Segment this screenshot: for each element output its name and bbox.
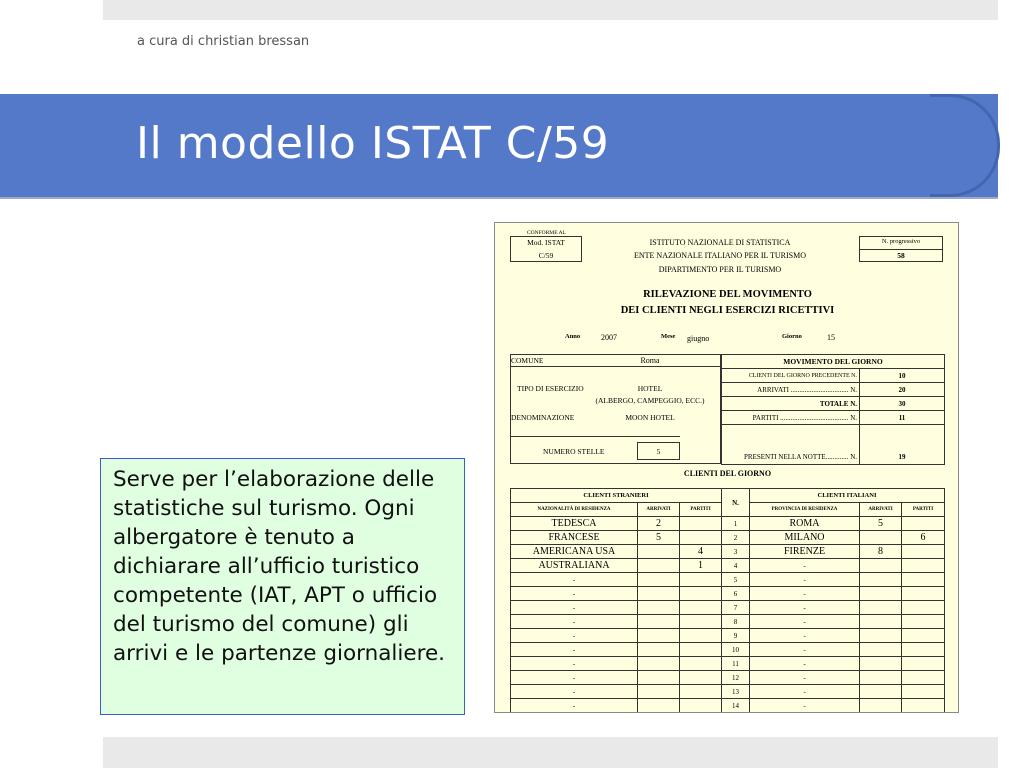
tipo-esercizio-label: TIPO DI ESERCIZIO	[517, 384, 584, 393]
cell-prov: -	[750, 671, 860, 685]
cell-n: 11	[722, 657, 750, 671]
cell-n: 10	[722, 643, 750, 657]
cell-n: 1	[722, 517, 750, 531]
esercizio-box	[510, 354, 721, 464]
giorno-value: 15	[827, 333, 835, 342]
cell-arr	[638, 545, 680, 559]
cell-par-it	[902, 643, 945, 657]
cell-par-it	[902, 545, 945, 559]
mov-presenti-label: PRESENTI NELLA NOTTE.............	[744, 453, 849, 461]
cell-n: 8	[722, 615, 750, 629]
cell-arr	[638, 573, 680, 587]
bottom-decoration-bar	[103, 737, 998, 768]
n-header: N.	[722, 489, 750, 517]
mov-precedente-value: 10	[860, 369, 945, 383]
author-credit: a cura di christian bressan	[137, 34, 310, 49]
tipo-esercizio-value: HOTEL	[637, 384, 663, 393]
cell-prov: -	[750, 573, 860, 587]
table-row	[511, 517, 945, 531]
tipo-esercizio-hint: (ALBERGO, CAMPEGGIO, ECC.)	[595, 396, 705, 405]
cell-arr-it	[860, 671, 902, 685]
cell-n: 6	[722, 587, 750, 601]
table-row	[511, 657, 945, 671]
cell-par	[680, 531, 722, 545]
cell-n: 14	[722, 699, 750, 713]
comune-label: COMUNE	[511, 356, 544, 365]
cell-arr-it	[860, 629, 902, 643]
cell-prov: -	[750, 615, 860, 629]
cell-par	[680, 517, 722, 531]
mov-arrivati-cell	[722, 383, 860, 397]
cell-arr	[638, 671, 680, 685]
cell-n: 13	[722, 685, 750, 699]
cell-prov: -	[750, 657, 860, 671]
cell-arr	[638, 657, 680, 671]
table-row	[511, 545, 945, 559]
cell-par-it	[902, 657, 945, 671]
cell-arr-it: 8	[860, 545, 902, 559]
cell-naz: AMERICANA USA	[511, 545, 638, 559]
cell-arr-it	[860, 531, 902, 545]
mov-arrivati-label: ARRIVATI .................................	[757, 385, 849, 394]
rilevazione-title-2: DEI CLIENTI NEGLI ESERCIZI RICETTIVI	[620, 305, 835, 316]
progressivo-label: N. progressivo	[881, 238, 921, 245]
mod-line1: Mod. ISTAT	[527, 238, 565, 247]
cell-naz: -	[511, 657, 638, 671]
mov-totale-value: 30	[860, 397, 945, 411]
mov-partiti-value: 11	[860, 411, 945, 425]
istat-c59-form	[494, 222, 959, 713]
cell-naz: -	[511, 615, 638, 629]
cell-prov: ROMA	[750, 517, 860, 531]
comune-value: Roma	[640, 356, 660, 365]
cell-par	[680, 601, 722, 615]
clienti-table	[510, 488, 945, 713]
cell-arr-it	[860, 587, 902, 601]
cell-arr-it	[860, 615, 902, 629]
cell-par-it	[902, 573, 945, 587]
movimento-table	[721, 354, 945, 465]
cell-par	[680, 573, 722, 587]
denominazione-label: DENOMINAZIONE	[511, 413, 575, 422]
table-row	[511, 559, 945, 573]
col-arrivati-it: ARRIVATI	[860, 503, 902, 517]
cell-naz: FRANCESE	[511, 531, 638, 545]
cell-par-it	[902, 629, 945, 643]
slide-title: Il modello ISTAT C/59	[136, 118, 610, 169]
cell-par	[680, 699, 722, 713]
cell-par	[680, 615, 722, 629]
col-arrivati: ARRIVATI	[638, 503, 680, 517]
cell-par-it: 6	[902, 531, 945, 545]
cell-naz: -	[511, 601, 638, 615]
table-row	[511, 531, 945, 545]
cell-naz: -	[511, 573, 638, 587]
cell-arr	[638, 559, 680, 573]
cell-naz: TEDESCA	[511, 517, 638, 531]
cell-prov: -	[750, 643, 860, 657]
col-provincia: PROVINCIA DI RESIDENZA	[750, 503, 860, 517]
cell-naz: -	[511, 685, 638, 699]
cell-prov: -	[750, 587, 860, 601]
mov-presenti-cell	[722, 425, 860, 465]
mov-totale-cell	[722, 397, 860, 411]
cell-naz: -	[511, 699, 638, 713]
description-textbox	[100, 458, 465, 715]
mese-label: Mese	[661, 333, 676, 340]
table-row	[511, 587, 945, 601]
cell-naz: -	[511, 643, 638, 657]
table-row	[511, 699, 945, 713]
cell-arr-it	[860, 601, 902, 615]
cell-prov: -	[750, 699, 860, 713]
cell-prov: -	[750, 559, 860, 573]
mov-partiti-n: N.	[850, 413, 857, 422]
progressivo-value: 58	[897, 251, 905, 260]
table-row	[511, 573, 945, 587]
cell-prov: MILANO	[750, 531, 860, 545]
table-row	[511, 685, 945, 699]
cell-par: 1	[680, 559, 722, 573]
cell-par-it	[902, 587, 945, 601]
cell-n: 3	[722, 545, 750, 559]
table-row	[511, 615, 945, 629]
cell-par	[680, 657, 722, 671]
cell-prov: -	[750, 629, 860, 643]
mov-precedente-label: CLIENTI DEL GIORNO PRECEDENTE	[748, 372, 850, 379]
giorno-label: Giorno	[782, 333, 802, 340]
stranieri-header: CLIENTI STRANIERI	[511, 489, 722, 503]
header-line2: ENTE NAZIONALE ITALIANO PER IL TURISMO	[633, 251, 806, 260]
cell-par	[680, 643, 722, 657]
cell-par-it	[902, 517, 945, 531]
cell-par-it	[902, 615, 945, 629]
cell-n: 7	[722, 601, 750, 615]
cell-prov: -	[750, 601, 860, 615]
cell-arr-it	[860, 699, 902, 713]
cell-prov: -	[750, 685, 860, 699]
cell-par-it	[902, 671, 945, 685]
cell-arr-it	[860, 685, 902, 699]
cell-par	[680, 587, 722, 601]
mov-presenti-n: N.	[850, 453, 857, 461]
cell-arr-it	[860, 643, 902, 657]
mov-totale-label: TOTALE	[819, 399, 849, 408]
cell-par-it	[902, 699, 945, 713]
rilevazione-title-1: RILEVAZIONE DEL MOVIMENTO	[643, 289, 812, 300]
cell-arr	[638, 615, 680, 629]
cell-naz: -	[511, 671, 638, 685]
cell-par	[680, 685, 722, 699]
description-text: Serve per l’elaborazione delle statistiche sul turismo. Ogni albergatore è tenuto a dichiarare all’ufficio turistico competente (IAT, APT o ufficio del turismo del comune) gli arrivi e le partenze giornaliere.	[113, 467, 446, 666]
numero-stelle-label: NUMERO STELLE	[543, 447, 605, 456]
conforme-label: CONFORME AL	[527, 230, 566, 236]
clienti-giorno-title: CLIENTI DEL GIORNO	[683, 469, 772, 478]
numero-stelle-value: 5	[656, 447, 661, 456]
cell-par	[680, 671, 722, 685]
col-nazionalita: NAZIONALITÀ DI RESIDENZA	[511, 503, 638, 517]
mov-arrivati-n: N.	[850, 385, 857, 394]
cell-arr	[638, 643, 680, 657]
table-row	[511, 643, 945, 657]
cell-par-it	[902, 559, 945, 573]
cell-n: 9	[722, 629, 750, 643]
col-partiti: PARTITI	[680, 503, 722, 517]
mov-presenti-value: 19	[860, 425, 945, 465]
cell-naz: AUSTRALIANA	[511, 559, 638, 573]
cell-arr	[638, 685, 680, 699]
mov-precedente-cell	[722, 369, 860, 383]
denominazione-value: MOON HOTEL	[625, 413, 675, 422]
comune-divider	[510, 366, 721, 367]
cell-naz: -	[511, 629, 638, 643]
table-row	[511, 671, 945, 685]
table-row	[511, 629, 945, 643]
header-line1: ISTITUTO NAZIONALE DI STATISTICA	[649, 238, 791, 247]
italiani-header: CLIENTI ITALIANI	[750, 489, 945, 503]
stelle-divider	[510, 436, 680, 437]
cell-arr	[638, 699, 680, 713]
anno-label: Anno	[565, 333, 581, 340]
table-row	[511, 601, 945, 615]
cell-arr-it: 5	[860, 517, 902, 531]
top-decoration-bar	[103, 0, 998, 20]
anno-value: 2007	[601, 333, 617, 342]
cell-n: 4	[722, 559, 750, 573]
header-line3: DIPARTIMENTO PER IL TURISMO	[658, 265, 782, 274]
cell-par-it	[902, 685, 945, 699]
cell-arr: 5	[638, 531, 680, 545]
cell-arr: 2	[638, 517, 680, 531]
movimento-title: MOVIMENTO DEL GIORNO	[722, 355, 945, 369]
cell-arr	[638, 587, 680, 601]
mese-value: giugno	[687, 334, 710, 343]
cell-arr	[638, 601, 680, 615]
mov-partiti-label: PARTITI .......................................	[752, 413, 849, 422]
cell-par-it	[902, 601, 945, 615]
cell-n: 5	[722, 573, 750, 587]
mov-partiti-cell	[722, 411, 860, 425]
cell-par	[680, 629, 722, 643]
cell-par: 4	[680, 545, 722, 559]
mov-precedente-n: N.	[851, 372, 857, 379]
cell-arr	[638, 629, 680, 643]
cell-n: 12	[722, 671, 750, 685]
cell-n: 2	[722, 531, 750, 545]
cell-arr-it	[860, 573, 902, 587]
cell-arr-it	[860, 559, 902, 573]
title-banner-cap	[930, 94, 1000, 197]
mov-totale-n: N.	[850, 399, 857, 408]
progressivo-divider	[859, 249, 943, 250]
cell-prov: FIRENZE	[750, 545, 860, 559]
mod-line2: C/59	[538, 251, 554, 260]
col-partiti-it: PARTITI	[902, 503, 945, 517]
mov-arrivati-value: 20	[860, 383, 945, 397]
cell-naz: -	[511, 587, 638, 601]
cell-arr-it	[860, 657, 902, 671]
